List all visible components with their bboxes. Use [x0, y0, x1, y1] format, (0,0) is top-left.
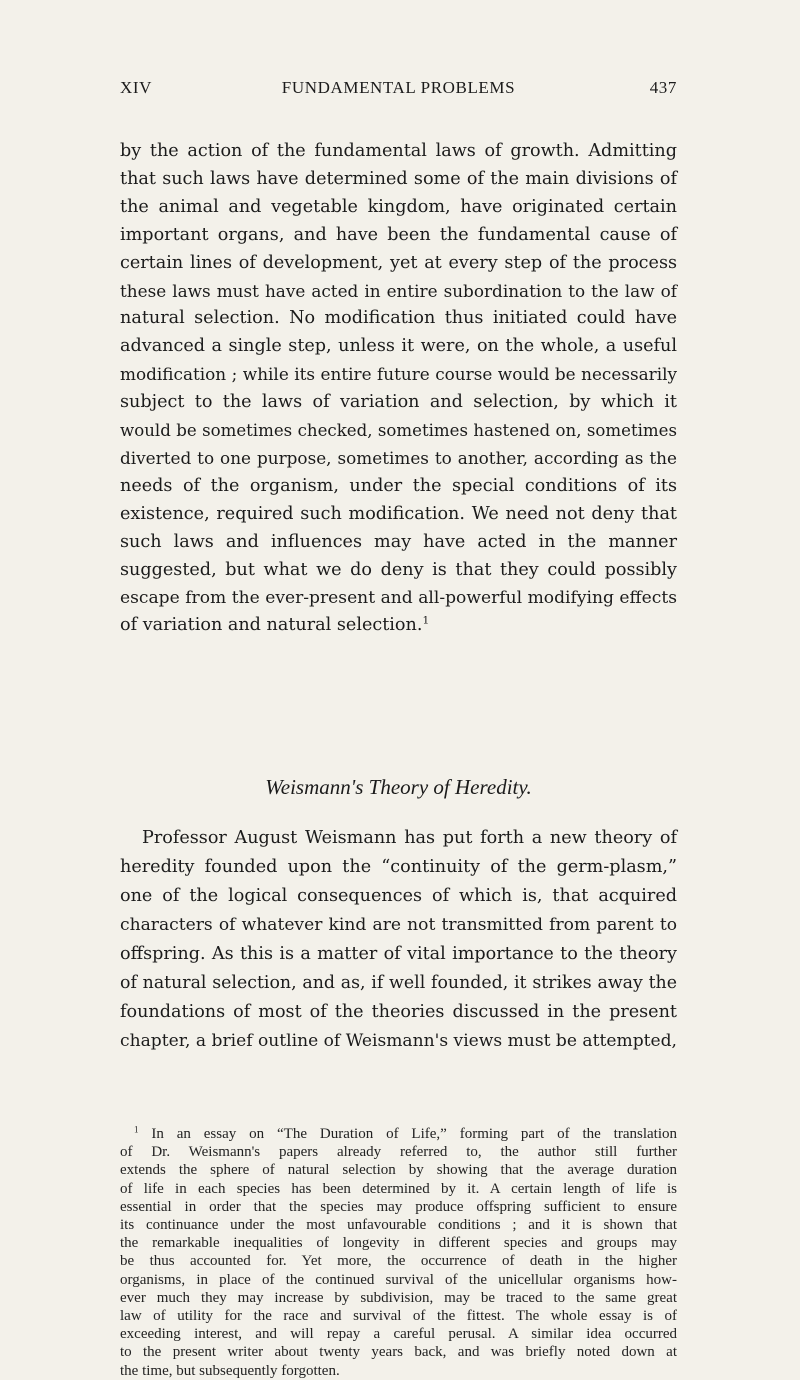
text-line: [120, 612, 677, 640]
paragraph-weismann: [120, 824, 677, 1056]
text-line: characters of whatever kind are not transmitted from parent to: [120, 915, 677, 935]
footnote-line: of life in each species has been determined by it. A certain length of life is: [120, 1180, 677, 1197]
text-line: suggested, but what we do deny is that they could possibly: [120, 559, 677, 580]
running-head: [120, 78, 677, 100]
footnote-line: organisms, in place of the continued survival of the unicellular organisms how-: [120, 1271, 677, 1288]
text-line: heredity founded upon the “continuity of the germ-plasm,”: [120, 857, 677, 877]
footnote-line: essential in order that the species may produce offspring sufficient to ensure: [120, 1198, 677, 1215]
text-line: one of the logical consequences of which is, that acquired: [120, 886, 677, 906]
text-line: needs of the organism, under the special conditions of its: [120, 475, 677, 496]
footnote-line: [120, 1125, 677, 1143]
footnote-line: to the present writer about twenty years back, and was briefly noted down at: [120, 1344, 677, 1361]
footnote-line: ever much they may increase by subdivision, may be traced to the same great: [120, 1289, 677, 1306]
footnote-line: the time, but subsequently forgotten.: [120, 1362, 340, 1379]
page-number: 437: [649, 78, 677, 97]
text-line: modification ; while its entire future course would be necessarily: [120, 364, 677, 385]
text-line: escape from the ever-present and all-powerful modifying effects: [120, 587, 677, 608]
section-heading: Weismann's Theory of Heredity.: [265, 775, 532, 799]
paragraph-natural-selection: [120, 138, 677, 640]
text-line: important organs, and have been the fundamental cause of: [120, 224, 677, 245]
footnote-line: the remarkable inequalities of longevity in different species and groups may: [120, 1235, 677, 1252]
footnote-line: of Dr. Weismann's papers already referred to, the author still further: [120, 1144, 677, 1161]
text-line: advanced a single step, unless it were, on the whole, a useful: [120, 336, 677, 357]
text-line: Professor August Weismann has put forth a new theory of: [142, 828, 677, 848]
text-line: these laws must have acted in entire subordination to the law of: [120, 280, 677, 301]
footnote-number: 1: [134, 1124, 139, 1135]
text-line: the animal and vegetable kingdom, have originated certain: [120, 196, 677, 217]
text-line: such laws and influences may have acted in the manner: [120, 531, 677, 552]
footnote-line: extends the sphere of natural selection by showing that the average duration: [120, 1162, 677, 1179]
text-line: foundations of most of the theories discussed in the present: [120, 1002, 677, 1022]
text-line: natural selection. No modification thus initiated could have: [120, 308, 677, 329]
text-line: by the action of the fundamental laws of growth. Admitting: [120, 141, 677, 161]
text-line: existence, required such modification. We need not deny that: [120, 503, 677, 524]
footnote-line: exceeding interest, and will repay a careful perusal. A similar idea occurred: [120, 1326, 677, 1343]
text-line: chapter, a brief outline of Weismann's views must be attempted,: [120, 1031, 677, 1051]
running-title: FUNDAMENTAL PROBLEMS: [281, 78, 516, 97]
footnote-text: In an essay on “The Duration of Life,” forming part of the translation: [151, 1126, 677, 1142]
text-line: certain lines of development, yet at every step of the process: [120, 252, 677, 273]
text-line: offspring. As this is a matter of vital importance to the theory: [120, 944, 677, 964]
text-line-content: of variation and natural selection.: [120, 615, 423, 636]
text-line: would be sometimes checked, sometimes hastened on, sometimes: [120, 421, 677, 441]
footnote: [120, 1125, 677, 1380]
text-line: of natural selection, and as, if well founded, it strikes away the: [120, 973, 677, 993]
text-line: diverted to one purpose, sometimes to another, according as the: [120, 447, 677, 468]
footnote-line: law of utility for the race and survival of the fittest. The whole essay is of: [120, 1308, 677, 1325]
footnote-line: its continuance under the most unfavourable conditions ; and it is shown that: [120, 1217, 677, 1234]
footnote-marker: 1: [422, 615, 430, 628]
text-line: that such laws have determined some of the main divisions of: [120, 168, 677, 189]
footnote-line: be thus accounted for. Yet more, the occurrence of death in the higher: [120, 1253, 677, 1270]
text-line: subject to the laws of variation and selection, by which it: [120, 392, 677, 413]
chapter-number: XIV: [120, 78, 153, 97]
